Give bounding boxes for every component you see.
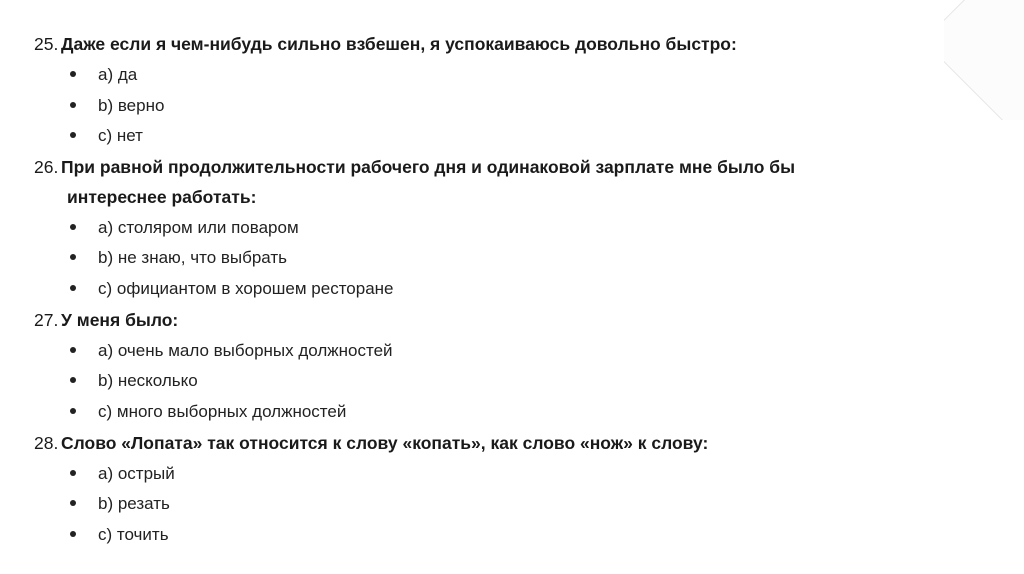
bullet-icon xyxy=(70,531,76,537)
question-26-continuation xyxy=(67,182,256,212)
question-27 xyxy=(34,305,178,335)
page-corner-decoration xyxy=(944,0,1024,120)
option-label: b) несколько xyxy=(98,371,198,390)
option-item xyxy=(70,520,169,550)
question-25 xyxy=(34,29,737,59)
option-item xyxy=(70,91,164,121)
option-label: a) столяром или поваром xyxy=(98,218,299,237)
question-number: 28. xyxy=(34,433,59,453)
question-text: Слово «Лопата» так относится к слову «копать», как слово «нож» к слову: xyxy=(61,433,709,453)
option-label: a) острый xyxy=(98,464,175,483)
bullet-icon xyxy=(70,254,76,260)
option-label: c) точить xyxy=(98,525,169,544)
option-item xyxy=(70,459,175,489)
bullet-icon xyxy=(70,132,76,138)
option-label: c) нет xyxy=(98,126,143,145)
question-text: У меня было: xyxy=(61,310,179,330)
question-26 xyxy=(34,152,795,182)
option-item xyxy=(70,213,299,243)
bullet-icon xyxy=(70,102,76,108)
bullet-icon xyxy=(70,347,76,353)
question-text-line-2: интереснее работать: xyxy=(67,187,257,207)
page-fold-shape xyxy=(944,0,1024,120)
question-number: 26. xyxy=(34,157,59,177)
bullet-icon xyxy=(70,470,76,476)
option-label: a) да xyxy=(98,65,138,84)
option-label: a) очень мало выборных должностей xyxy=(98,341,393,360)
bullet-icon xyxy=(70,500,76,506)
option-item xyxy=(70,489,170,519)
option-label: c) официантом в хорошем ресторане xyxy=(98,279,394,298)
question-text: Даже если я чем-нибудь сильно взбешен, я успокаиваюсь довольно быстро: xyxy=(61,34,737,54)
option-item xyxy=(70,397,346,427)
question-28 xyxy=(34,428,708,458)
option-item xyxy=(70,274,394,304)
bullet-icon xyxy=(70,224,76,230)
bullet-icon xyxy=(70,377,76,383)
option-item xyxy=(70,366,198,396)
option-item xyxy=(70,243,287,273)
option-label: b) верно xyxy=(98,96,165,115)
bullet-icon xyxy=(70,408,76,414)
option-label: c) много выборных должностей xyxy=(98,402,347,421)
option-label: b) резать xyxy=(98,494,170,513)
question-number: 25. xyxy=(34,34,59,54)
bullet-icon xyxy=(70,285,76,291)
bullet-icon xyxy=(70,71,76,77)
question-number: 27. xyxy=(34,310,59,330)
question-text-line-1: При равной продолжительности рабочего дня и одинаковой зарплате мне было бы xyxy=(61,157,796,177)
option-label: b) не знаю, что выбрать xyxy=(98,248,288,267)
option-item xyxy=(70,121,143,151)
option-item xyxy=(70,60,137,90)
option-item xyxy=(70,336,393,366)
